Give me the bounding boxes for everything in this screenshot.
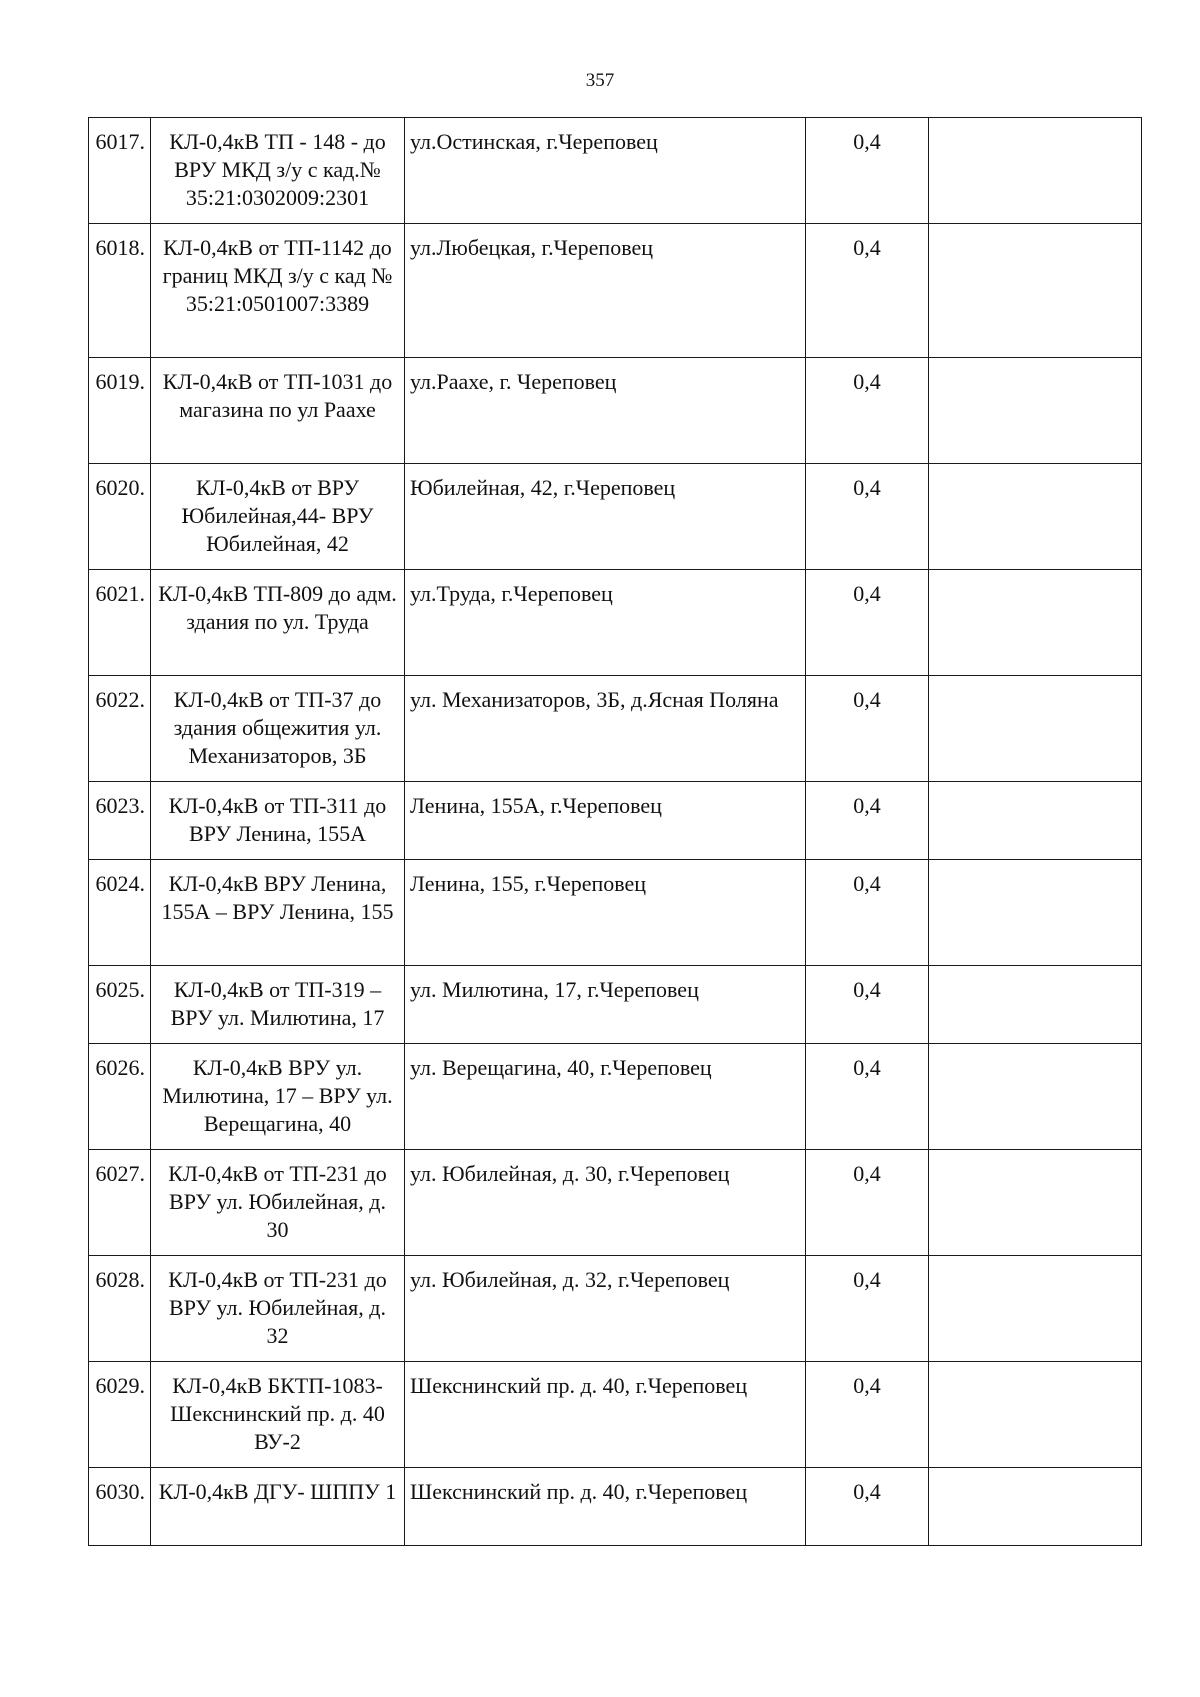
table-row <box>89 860 1142 966</box>
table-row <box>89 118 1142 224</box>
line-address: ул. Верещагина, 40, г.Череповец <box>405 1044 806 1150</box>
line-name: КЛ-0,4кВ ВРУ Ленина, 155А – ВРУ Ленина, 155 <box>151 860 405 966</box>
line-name: КЛ-0,4кВ БКТП-1083- Шекснинский пр. д. 40 ВУ-2 <box>151 1362 405 1468</box>
line-voltage: 0,4 <box>806 1362 929 1468</box>
line-extra <box>929 966 1142 1044</box>
table-row <box>89 782 1142 860</box>
line-name: КЛ-0,4кВ от ТП-319 – ВРУ ул. Милютина, 17 <box>151 966 405 1044</box>
line-extra <box>929 358 1142 464</box>
line-address: Шекснинский пр. д. 40, г.Череповец <box>405 1468 806 1546</box>
line-extra <box>929 224 1142 358</box>
row-number: 6018. <box>89 224 151 358</box>
row-number: 6027. <box>89 1150 151 1256</box>
page-number: 357 <box>585 70 615 91</box>
line-name: КЛ-0,4кВ ВРУ ул. Милютина, 17 – ВРУ ул. Верещагина, 40 <box>151 1044 405 1150</box>
row-number: 6030. <box>89 1468 151 1546</box>
table-row <box>89 1468 1142 1546</box>
line-name: КЛ-0,4кВ ТП - 148 - до ВРУ МКД з/у с кад.№ 35:21:0302009:2301 <box>151 118 405 224</box>
row-number: 6029. <box>89 1362 151 1468</box>
table-row <box>89 464 1142 570</box>
row-number: 6022. <box>89 676 151 782</box>
table-row <box>89 224 1142 358</box>
line-name: КЛ-0,4кВ от ТП-231 до ВРУ ул. Юбилейная, д. 32 <box>151 1256 405 1362</box>
row-number: 6019. <box>89 358 151 464</box>
line-extra <box>929 860 1142 966</box>
line-name: КЛ-0,4кВ от ТП-37 до здания общежития ул. Механизаторов, 3Б <box>151 676 405 782</box>
table-row <box>89 1362 1142 1468</box>
line-name: КЛ-0,4кВ ТП-809 до адм. здания по ул. Труда <box>151 570 405 676</box>
line-voltage: 0,4 <box>806 464 929 570</box>
line-voltage: 0,4 <box>806 966 929 1044</box>
line-extra <box>929 1256 1142 1362</box>
row-number: 6017. <box>89 118 151 224</box>
line-voltage: 0,4 <box>806 860 929 966</box>
line-name: КЛ-0,4кВ от ТП-231 до ВРУ ул. Юбилейная, д. 30 <box>151 1150 405 1256</box>
line-name: КЛ-0,4кВ ДГУ- ШППУ 1 <box>151 1468 405 1546</box>
row-number: 6024. <box>89 860 151 966</box>
registry-table-body <box>89 118 1142 1546</box>
row-number: 6020. <box>89 464 151 570</box>
line-address: ул. Юбилейная, д. 30, г.Череповец <box>405 1150 806 1256</box>
line-address: ул.Раахе, г. Череповец <box>405 358 806 464</box>
line-voltage: 0,4 <box>806 1044 929 1150</box>
line-voltage: 0,4 <box>806 1468 929 1546</box>
line-address: Шекснинский пр. д. 40, г.Череповец <box>405 1362 806 1468</box>
line-extra <box>929 118 1142 224</box>
line-extra <box>929 782 1142 860</box>
line-address: Ленина, 155, г.Череповец <box>405 860 806 966</box>
line-extra <box>929 1044 1142 1150</box>
table-row <box>89 676 1142 782</box>
line-voltage: 0,4 <box>806 224 929 358</box>
registry-table <box>88 117 1142 1546</box>
line-voltage: 0,4 <box>806 570 929 676</box>
line-extra <box>929 676 1142 782</box>
line-name: КЛ-0,4кВ от ВРУ Юбилейная,44- ВРУ Юбилейная, 42 <box>151 464 405 570</box>
line-address: ул. Милютина, 17, г.Череповец <box>405 966 806 1044</box>
line-name: КЛ-0,4кВ от ТП-1031 до магазина по ул Раахе <box>151 358 405 464</box>
line-address: Ленина, 155А, г.Череповец <box>405 782 806 860</box>
line-name: КЛ-0,4кВ от ТП-1142 до границ МКД з/у с кад № 35:21:0501007:3389 <box>151 224 405 358</box>
table-row <box>89 358 1142 464</box>
line-voltage: 0,4 <box>806 676 929 782</box>
line-extra <box>929 570 1142 676</box>
table-row <box>89 570 1142 676</box>
line-extra <box>929 1150 1142 1256</box>
line-extra <box>929 1468 1142 1546</box>
table-row <box>89 1256 1142 1362</box>
line-voltage: 0,4 <box>806 1150 929 1256</box>
table-row <box>89 966 1142 1044</box>
line-voltage: 0,4 <box>806 118 929 224</box>
line-address: Юбилейная, 42, г.Череповец <box>405 464 806 570</box>
line-voltage: 0,4 <box>806 1256 929 1362</box>
line-voltage: 0,4 <box>806 782 929 860</box>
line-address: ул. Юбилейная, д. 32, г.Череповец <box>405 1256 806 1362</box>
line-extra <box>929 1362 1142 1468</box>
row-number: 6028. <box>89 1256 151 1362</box>
row-number: 6026. <box>89 1044 151 1150</box>
row-number: 6023. <box>89 782 151 860</box>
line-address: ул. Механизаторов, 3Б, д.Ясная Поляна <box>405 676 806 782</box>
line-extra <box>929 464 1142 570</box>
line-name: КЛ-0,4кВ от ТП-311 до ВРУ Ленина, 155А <box>151 782 405 860</box>
line-address: ул.Любецкая, г.Череповец <box>405 224 806 358</box>
table-row <box>89 1044 1142 1150</box>
row-number: 6021. <box>89 570 151 676</box>
table-row <box>89 1150 1142 1256</box>
row-number: 6025. <box>89 966 151 1044</box>
line-address: ул.Труда, г.Череповец <box>405 570 806 676</box>
line-voltage: 0,4 <box>806 358 929 464</box>
line-address: ул.Остинская, г.Череповец <box>405 118 806 224</box>
